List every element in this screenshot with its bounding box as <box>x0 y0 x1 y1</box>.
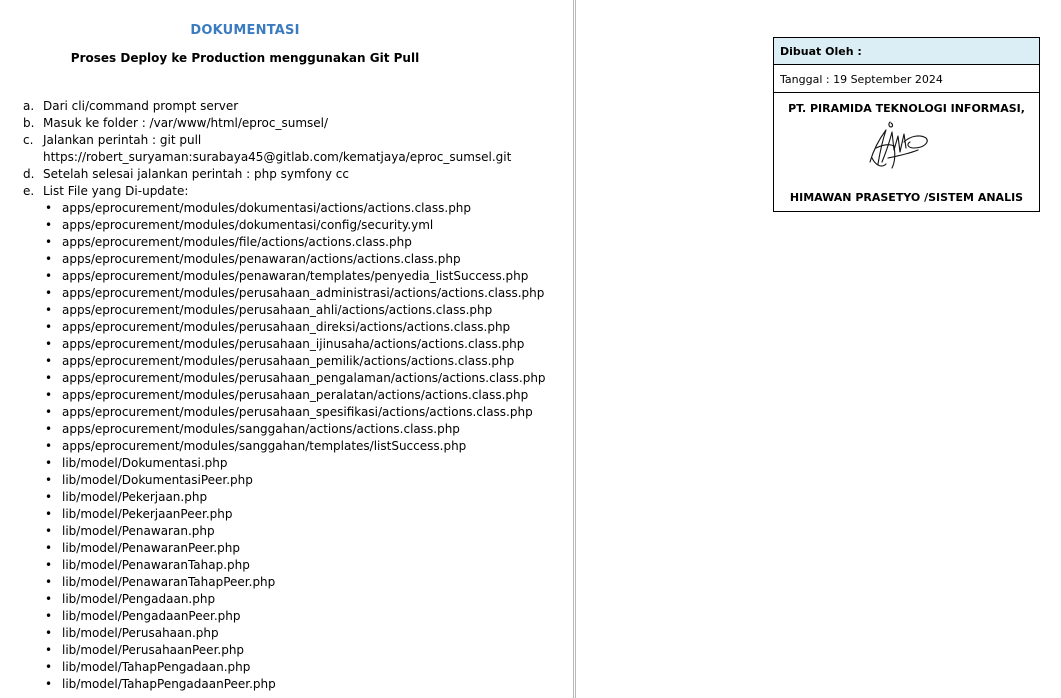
file-path: lib/model/DokumentasiPeer.php <box>62 473 253 487</box>
file-list-item <box>23 319 546 336</box>
deploy-steps <box>23 98 546 693</box>
file-list-item <box>23 608 546 625</box>
file-list-item <box>23 370 546 387</box>
step-b <box>23 115 546 132</box>
signer-name: HIMAWAN PRASETYO /SISTEM ANALIS <box>789 191 1024 204</box>
bullet-icon: • <box>45 558 53 572</box>
bullet-icon: • <box>45 388 53 402</box>
file-list-item <box>23 523 546 540</box>
file-list-item <box>23 455 546 472</box>
step-c <box>23 132 546 149</box>
bullet-icon: • <box>45 286 53 300</box>
file-list-item <box>23 557 546 574</box>
file-list-item <box>23 506 546 523</box>
file-list-item <box>23 540 546 557</box>
file-path: apps/eprocurement/modules/perusahaan_ahli/actions/actions.class.php <box>62 303 493 317</box>
bullet-icon: • <box>45 541 53 555</box>
bullet-icon: • <box>45 320 53 334</box>
bullet-icon: • <box>45 490 53 504</box>
step-letter: e. <box>23 184 35 198</box>
bullet-icon: • <box>45 201 53 215</box>
step-text: Jalankan perintah : git pull <box>43 133 202 147</box>
file-list-item <box>23 353 546 370</box>
file-path: apps/eprocurement/modules/penawaran/actions/actions.class.php <box>62 252 461 266</box>
file-path: lib/model/Pengadaan.php <box>62 592 216 606</box>
file-path: lib/model/Dokumentasi.php <box>62 456 228 470</box>
file-list-item <box>23 200 546 217</box>
file-list-item <box>23 251 546 268</box>
step-letter: c. <box>23 133 34 147</box>
document-subtitle: Proses Deploy ke Production menggunakan Git Pull <box>70 51 420 65</box>
file-list-item <box>23 659 546 676</box>
bullet-icon: • <box>45 252 53 266</box>
file-path: apps/eprocurement/modules/sanggahan/actions/actions.class.php <box>62 422 460 436</box>
bullet-icon: • <box>45 269 53 283</box>
file-list-item <box>23 268 546 285</box>
bullet-icon: • <box>45 354 53 368</box>
bullet-icon: • <box>45 592 53 606</box>
file-path: apps/eprocurement/modules/perusahaan_administrasi/actions/actions.class.php <box>62 286 545 300</box>
file-path: lib/model/PenawaranTahapPeer.php <box>62 575 276 589</box>
file-path: apps/eprocurement/modules/perusahaan_pemilik/actions/actions.class.php <box>62 354 515 368</box>
bullet-icon: • <box>45 456 53 470</box>
bullet-icon: • <box>45 609 53 623</box>
file-path: apps/eprocurement/modules/penawaran/templates/penyedia_listSuccess.php <box>62 269 529 283</box>
git-remote-url: https://robert_suryaman:surabaya45@gitlab.com/kematjaya/eproc_sumsel.git <box>43 150 512 164</box>
file-path: apps/eprocurement/modules/file/actions/actions.class.php <box>62 235 412 249</box>
file-list-item <box>23 625 546 642</box>
signature-box <box>773 37 1040 212</box>
bullet-icon: • <box>45 524 53 538</box>
bullet-icon: • <box>45 303 53 317</box>
bullet-icon: • <box>45 422 53 436</box>
signature-date: Tanggal : 19 September 2024 <box>774 65 1039 93</box>
bullet-icon: • <box>45 507 53 521</box>
file-path: lib/model/PekerjaanPeer.php <box>62 507 233 521</box>
file-path: lib/model/PenawaranTahap.php <box>62 558 250 572</box>
file-path: apps/eprocurement/modules/perusahaan_ijinusaha/actions/actions.class.php <box>62 337 525 351</box>
bullet-icon: • <box>45 337 53 351</box>
step-e <box>23 183 546 200</box>
created-by-header: Dibuat Oleh : <box>774 38 1039 65</box>
file-list-item <box>23 217 546 234</box>
document-title: DOKUMENTASI <box>190 23 300 38</box>
file-list-item <box>23 336 546 353</box>
bullet-icon: • <box>45 575 53 589</box>
bullet-icon: • <box>45 371 53 385</box>
file-path: lib/model/PerusahaanPeer.php <box>62 643 245 657</box>
step-text: Masuk ke folder : /var/www/html/eproc_sumsel/ <box>43 116 329 130</box>
file-list-item <box>23 285 546 302</box>
bullet-icon: • <box>45 405 53 419</box>
file-list-item <box>23 472 546 489</box>
file-list-item <box>23 574 546 591</box>
bullet-icon: • <box>45 660 53 674</box>
file-path: lib/model/Perusahaan.php <box>62 626 219 640</box>
step-letter: b. <box>23 116 35 130</box>
step-letter: a. <box>23 99 35 113</box>
file-path: lib/model/PengadaanPeer.php <box>62 609 241 623</box>
file-path: apps/eprocurement/modules/sanggahan/templates/listSuccess.php <box>62 439 467 453</box>
step-a <box>23 98 546 115</box>
step-c-continuation <box>23 149 546 166</box>
file-path: apps/eprocurement/modules/perusahaan_direksi/actions/actions.class.php <box>62 320 511 334</box>
bullet-icon: • <box>45 643 53 657</box>
file-list-item <box>23 642 546 659</box>
file-path: apps/eprocurement/modules/perusahaan_spesifikasi/actions/actions.class.php <box>62 405 533 419</box>
file-path: lib/model/Pekerjaan.php <box>62 490 208 504</box>
bullet-icon: • <box>45 677 53 691</box>
file-path: apps/eprocurement/modules/perusahaan_peralatan/actions/actions.class.php <box>62 388 529 402</box>
file-list-item <box>23 676 546 693</box>
step-text: Dari cli/command prompt server <box>43 99 239 113</box>
file-path: lib/model/PenawaranPeer.php <box>62 541 241 555</box>
file-list-item <box>23 591 546 608</box>
file-list-item <box>23 302 546 319</box>
page-divider <box>573 0 576 698</box>
bullet-icon: • <box>45 439 53 453</box>
step-letter: d. <box>23 167 35 181</box>
handwritten-signature <box>864 118 934 173</box>
updated-file-list <box>23 200 546 693</box>
bullet-icon: • <box>45 235 53 249</box>
file-path: apps/eprocurement/modules/dokumentasi/config/security.yml <box>62 218 434 232</box>
company-name: PT. PIRAMIDA TEKNOLOGI INFORMASI, <box>788 102 1025 115</box>
file-list-item <box>23 387 546 404</box>
file-list-item <box>23 404 546 421</box>
file-list-item <box>23 489 546 506</box>
bullet-icon: • <box>45 626 53 640</box>
file-list-item <box>23 234 546 251</box>
file-path: lib/model/TahapPengadaan.php <box>62 660 251 674</box>
step-text: List File yang Di-update: <box>43 184 189 198</box>
file-list-item <box>23 421 546 438</box>
step-text: Setelah selesai jalankan perintah : php symfony cc <box>43 167 349 181</box>
bullet-icon: • <box>45 218 53 232</box>
file-list-item <box>23 438 546 455</box>
file-path: apps/eprocurement/modules/perusahaan_pengalaman/actions/actions.class.php <box>62 371 546 385</box>
bullet-icon: • <box>45 473 53 487</box>
file-path: apps/eprocurement/modules/dokumentasi/actions/actions.class.php <box>62 201 472 215</box>
file-path: lib/model/TahapPengadaanPeer.php <box>62 677 276 691</box>
file-path: lib/model/Penawaran.php <box>62 524 215 538</box>
step-d <box>23 166 546 183</box>
